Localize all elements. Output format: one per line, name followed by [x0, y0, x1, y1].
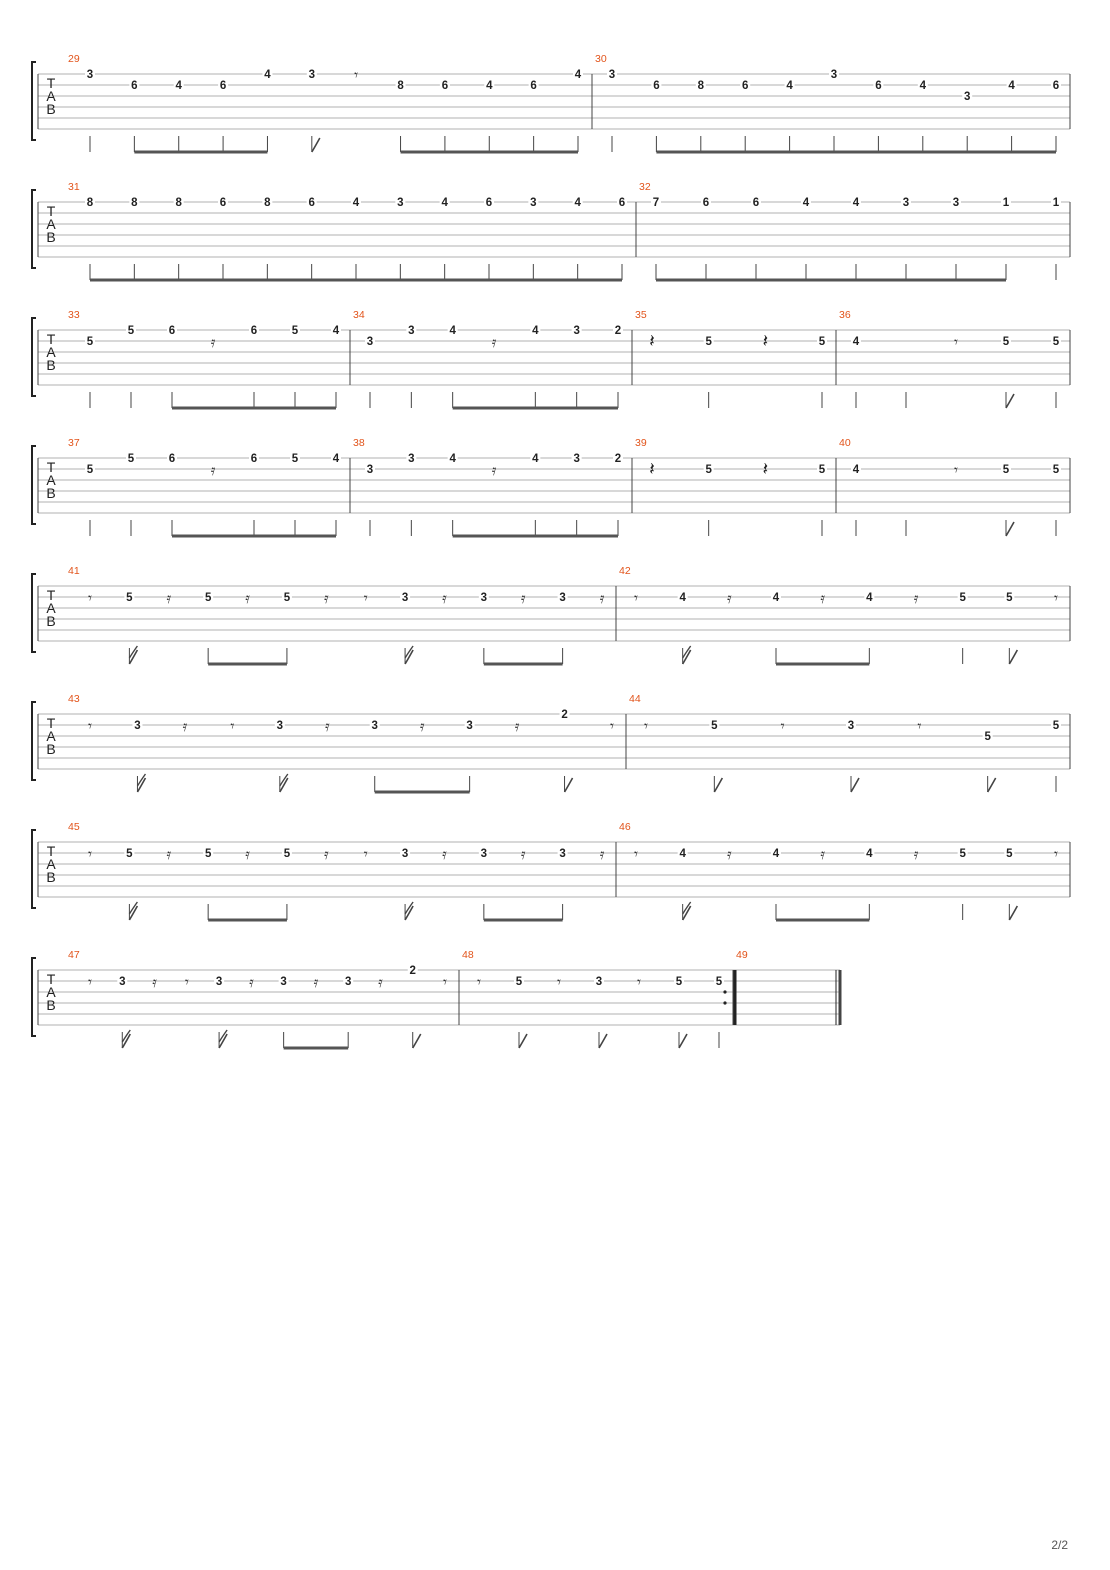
eighth-rest: 𝄾: [557, 973, 561, 991]
measure-number: 49: [736, 949, 748, 961]
staff-bracket: [32, 190, 36, 268]
fret-number: 6: [219, 197, 227, 209]
measure-number: 46: [619, 821, 631, 833]
fret-number: 4: [441, 197, 448, 209]
fret-number: 5: [675, 976, 683, 988]
fret-number: 4: [852, 464, 860, 476]
tab-clef-letter: B: [46, 613, 56, 629]
eighth-rest: 𝄾: [184, 973, 189, 991]
fret-number: 7: [652, 197, 660, 209]
fret-number: 4: [449, 453, 456, 465]
eighth-rest: 𝄾: [88, 589, 92, 607]
fret-number: 4: [175, 80, 182, 92]
fret-number: 3: [466, 720, 473, 732]
fret-number: 3: [366, 336, 374, 348]
fret-number: 3: [397, 197, 404, 209]
tab-clef-letter: T: [46, 715, 56, 731]
measure-number: 31: [68, 181, 80, 193]
eighth-rest: 𝄾: [363, 845, 368, 863]
tab-clef-letter: B: [46, 869, 56, 885]
measure-number: 43: [68, 693, 80, 705]
sixteenth-rest: 𝄿: [419, 717, 425, 735]
fret-number: 2: [409, 965, 416, 977]
repeat-dot: [723, 990, 726, 993]
note-flag: [599, 1034, 607, 1048]
staff-bracket: [32, 574, 36, 652]
fret-number: 6: [618, 197, 626, 209]
sixteenth-rest: 𝄿: [599, 589, 605, 607]
sixteenth-rest: 𝄿: [820, 589, 825, 607]
measure-number: 41: [68, 565, 80, 577]
fret-number: 6: [168, 453, 176, 465]
fret-number: 6: [131, 80, 138, 92]
sixteenth-rest: 𝄿: [324, 589, 329, 607]
fret-number: 4: [852, 197, 860, 209]
measure-number: 45: [68, 821, 80, 833]
eighth-rest: 𝄾: [780, 717, 785, 735]
fret-number: 6: [485, 197, 493, 209]
eighth-rest: 𝄾: [954, 461, 958, 479]
fret-number: 4: [866, 848, 873, 860]
tab-clef-letter: A: [46, 856, 56, 872]
fret-number: 8: [175, 197, 182, 209]
fret-number: 5: [818, 336, 826, 348]
eighth-rest: 𝄾: [637, 973, 641, 991]
measure-number: 48: [462, 949, 474, 961]
fret-number: 3: [573, 325, 580, 337]
sixteenth-rest: 𝄿: [378, 973, 383, 991]
fret-number: 1: [1052, 197, 1060, 209]
fret-number: 5: [86, 336, 94, 348]
quarter-rest: 𝄽: [762, 331, 769, 352]
fret-number: 4: [532, 325, 539, 337]
measure-number: 44: [629, 693, 641, 705]
measure-number: 30: [595, 53, 607, 65]
fret-number: 8: [397, 80, 404, 92]
measure-number: 37: [68, 437, 80, 449]
tab-clef-letter: T: [46, 459, 56, 475]
fret-number: 2: [614, 325, 622, 337]
fret-number: 5: [126, 592, 133, 604]
staff-bracket: [32, 958, 36, 1036]
eighth-rest: 𝄾: [634, 845, 638, 863]
staff-bracket: [32, 62, 36, 140]
measure-number: 38: [353, 437, 365, 449]
fret-number: 5: [127, 453, 135, 465]
note-flag: [519, 1034, 527, 1048]
fret-number: 5: [818, 464, 826, 476]
measure-number: 34: [353, 309, 365, 321]
tab-clef-letter: T: [46, 203, 56, 219]
fret-number: 6: [702, 197, 710, 209]
tab-clef-letter: A: [46, 344, 56, 360]
fret-number: 5: [515, 976, 523, 988]
fret-number: 3: [480, 848, 488, 860]
fret-number: 5: [959, 592, 966, 604]
sixteenth-rest: 𝄿: [166, 589, 172, 607]
fret-number: 3: [366, 464, 374, 476]
measure-number: 39: [635, 437, 647, 449]
fret-number: 3: [830, 69, 838, 81]
tab-clef-letter: B: [46, 741, 56, 757]
fret-number: 4: [679, 848, 686, 860]
tab-clef-letter: B: [46, 101, 56, 117]
fret-number: 4: [772, 592, 780, 604]
fret-number: 8: [131, 197, 138, 209]
fret-number: 5: [711, 720, 718, 732]
fret-number: 3: [134, 720, 141, 732]
fret-number: 4: [1008, 80, 1015, 92]
fret-number: 8: [264, 197, 271, 209]
fret-number: 5: [126, 848, 133, 860]
fret-number: 6: [441, 80, 449, 92]
tab-clef-letter: A: [46, 600, 56, 616]
fret-number: 4: [679, 592, 686, 604]
fret-number: 2: [561, 709, 568, 721]
fret-number: 4: [802, 197, 810, 209]
sixteenth-rest: 𝄿: [599, 845, 605, 863]
fret-number: 3: [371, 720, 378, 732]
note-flag: [565, 778, 573, 792]
tab-clef-letter: B: [46, 485, 56, 501]
fret-number: 3: [559, 848, 566, 860]
page-number: 2/2: [1051, 1538, 1068, 1552]
fret-number: 5: [959, 848, 966, 860]
note-flag: [1009, 906, 1017, 920]
fret-number: 6: [875, 80, 882, 92]
sixteenth-rest: 𝄿: [913, 589, 919, 607]
fret-number: 3: [847, 720, 855, 732]
fret-number: 3: [119, 976, 126, 988]
sixteenth-rest: 𝄿: [210, 333, 216, 351]
sixteenth-rest: 𝄿: [324, 717, 330, 735]
fret-number: 6: [219, 80, 227, 92]
fret-number: 3: [902, 197, 910, 209]
fret-number: 1: [1002, 197, 1010, 209]
fret-number: 5: [1052, 464, 1060, 476]
fret-number: 4: [919, 80, 927, 92]
tab-clef-letter: A: [46, 728, 56, 744]
fret-number: 5: [204, 592, 212, 604]
tab-clef-letter: B: [46, 229, 56, 245]
fret-number: 3: [573, 453, 580, 465]
fret-number: 3: [276, 720, 284, 732]
fret-number: 5: [291, 453, 299, 465]
eighth-rest: 𝄾: [644, 717, 648, 735]
tab-clef-letter: B: [46, 997, 56, 1013]
fret-number: 4: [332, 325, 340, 337]
fret-number: 3: [963, 91, 971, 103]
fret-number: 6: [250, 325, 258, 337]
fret-number: 3: [408, 453, 415, 465]
eighth-rest: 𝄾: [88, 845, 92, 863]
eighth-rest: 𝄾: [1054, 589, 1058, 607]
fret-number: 6: [752, 197, 760, 209]
fret-number: 6: [308, 197, 315, 209]
eighth-rest: 𝄾: [954, 333, 958, 351]
tab-system: [32, 949, 840, 1048]
fret-number: 4: [264, 69, 271, 81]
eighth-rest: 𝄾: [230, 717, 235, 735]
note-flag: [851, 778, 859, 792]
sixteenth-rest: 𝄿: [245, 845, 250, 863]
tab-system: [32, 181, 1070, 280]
fret-number: 5: [283, 592, 291, 604]
quarter-rest: 𝄽: [649, 331, 655, 352]
sixteenth-rest: 𝄿: [491, 333, 497, 351]
staff-bracket: [32, 318, 36, 396]
sixteenth-rest: 𝄿: [491, 461, 497, 479]
fret-number: 5: [705, 464, 712, 476]
note-flag: [413, 1034, 421, 1048]
eighth-rest: 𝄾: [443, 973, 447, 991]
sixteenth-rest: 𝄿: [913, 845, 919, 863]
eighth-rest: 𝄾: [88, 973, 92, 991]
fret-number: 6: [741, 80, 749, 92]
fret-number: 4: [352, 197, 360, 209]
note-flag: [1006, 522, 1014, 536]
tab-clef-letter: T: [46, 971, 56, 987]
fret-number: 5: [204, 848, 212, 860]
fret-number: 4: [532, 453, 539, 465]
sixteenth-rest: 𝄿: [152, 973, 157, 991]
fret-number: 5: [127, 325, 135, 337]
note-flag: [312, 138, 320, 152]
sixteenth-rest: 𝄿: [442, 845, 447, 863]
tab-clef-letter: A: [46, 88, 56, 104]
tab-clef-letter: A: [46, 984, 56, 1000]
fret-number: 5: [1052, 336, 1060, 348]
fret-number: 5: [1052, 720, 1060, 732]
fret-number: 8: [86, 197, 94, 209]
fret-number: 4: [486, 80, 493, 92]
measure-number: 29: [68, 53, 80, 65]
eighth-rest: 𝄾: [610, 717, 614, 735]
fret-number: 6: [653, 80, 660, 92]
measure-number: 40: [839, 437, 851, 449]
fret-number: 3: [401, 592, 409, 604]
fret-number: 6: [1052, 80, 1060, 92]
tab-clef-letter: T: [46, 843, 56, 859]
eighth-rest: 𝄾: [917, 717, 922, 735]
eighth-rest: 𝄾: [88, 717, 92, 735]
fret-number: 3: [280, 976, 287, 988]
fret-number: 3: [401, 848, 409, 860]
fret-number: 5: [1006, 592, 1013, 604]
sixteenth-rest: 𝄿: [727, 589, 732, 607]
quarter-rest: 𝄽: [649, 459, 655, 480]
tab-clef-letter: T: [46, 587, 56, 603]
fret-number: 6: [168, 325, 176, 337]
fret-number: 3: [308, 69, 316, 81]
fret-number: 4: [852, 336, 860, 348]
eighth-rest: 𝄾: [363, 589, 368, 607]
fret-number: 5: [1006, 848, 1013, 860]
tab-clef-letter: A: [46, 472, 56, 488]
measure-number: 32: [639, 181, 651, 193]
note-flag: [714, 778, 722, 792]
fret-number: 4: [786, 80, 793, 92]
sixteenth-rest: 𝄿: [166, 845, 172, 863]
sixteenth-rest: 𝄿: [820, 845, 825, 863]
sixteenth-rest: 𝄿: [514, 717, 520, 735]
note-flag: [679, 1034, 687, 1048]
fret-number: 3: [86, 69, 94, 81]
note-flag: [1009, 650, 1017, 664]
tab-system: [32, 821, 1070, 920]
fret-number: 5: [1002, 336, 1010, 348]
fret-number: 6: [250, 453, 258, 465]
tab-system: [32, 309, 1070, 408]
fret-number: 3: [344, 976, 352, 988]
fret-number: 5: [705, 336, 712, 348]
measure-number: 35: [635, 309, 647, 321]
fret-number: 5: [283, 848, 291, 860]
staff-bracket: [32, 446, 36, 524]
fret-number: 8: [697, 80, 705, 92]
fret-number: 5: [715, 976, 723, 988]
tab-system: [32, 565, 1070, 664]
fret-number: 5: [86, 464, 94, 476]
fret-number: 5: [291, 325, 299, 337]
fret-number: 3: [595, 976, 603, 988]
measure-number: 33: [68, 309, 80, 321]
tab-clef-letter: T: [46, 75, 56, 91]
fret-number: 3: [530, 197, 537, 209]
fret-number: 3: [215, 976, 223, 988]
eighth-rest: 𝄾: [354, 66, 359, 84]
sixteenth-rest: 𝄿: [210, 461, 216, 479]
eighth-rest: 𝄾: [1054, 845, 1058, 863]
fret-number: 4: [332, 453, 340, 465]
staff-bracket: [32, 702, 36, 780]
sixteenth-rest: 𝄿: [182, 717, 188, 735]
tab-clef-letter: B: [46, 357, 56, 373]
tab-system: [32, 693, 1070, 792]
fret-number: 4: [866, 592, 873, 604]
repeat-dot: [723, 1001, 726, 1004]
fret-number: 4: [449, 325, 456, 337]
measure-number: 47: [68, 949, 80, 961]
fret-number: 3: [559, 592, 566, 604]
sixteenth-rest: 𝄿: [249, 973, 254, 991]
fret-number: 6: [530, 80, 537, 92]
measure-number: 42: [619, 565, 631, 577]
sixteenth-rest: 𝄿: [520, 589, 526, 607]
sixteenth-rest: 𝄿: [727, 845, 732, 863]
fret-number: 5: [1002, 464, 1010, 476]
fret-number: 4: [772, 848, 780, 860]
eighth-rest: 𝄾: [634, 589, 638, 607]
fret-number: 2: [614, 453, 622, 465]
fret-number: 5: [984, 731, 991, 743]
tab-system: [32, 53, 1070, 152]
sixteenth-rest: 𝄿: [313, 973, 319, 991]
note-flag: [988, 778, 996, 792]
sixteenth-rest: 𝄿: [442, 589, 447, 607]
sixteenth-rest: 𝄿: [520, 845, 526, 863]
quarter-rest: 𝄽: [762, 459, 769, 480]
note-flag: [1006, 394, 1014, 408]
tab-clef-letter: T: [46, 331, 56, 347]
fret-number: 3: [408, 325, 415, 337]
fret-number: 4: [574, 69, 582, 81]
fret-number: 3: [608, 69, 616, 81]
tab-clef-letter: A: [46, 216, 56, 232]
fret-number: 3: [952, 197, 960, 209]
fret-number: 4: [574, 197, 581, 209]
eighth-rest: 𝄾: [477, 973, 481, 991]
sixteenth-rest: 𝄿: [324, 845, 329, 863]
fret-number: 3: [480, 592, 488, 604]
tab-system: [32, 437, 1070, 536]
measure-number: 36: [839, 309, 851, 321]
sixteenth-rest: 𝄿: [245, 589, 250, 607]
staff-bracket: [32, 830, 36, 908]
